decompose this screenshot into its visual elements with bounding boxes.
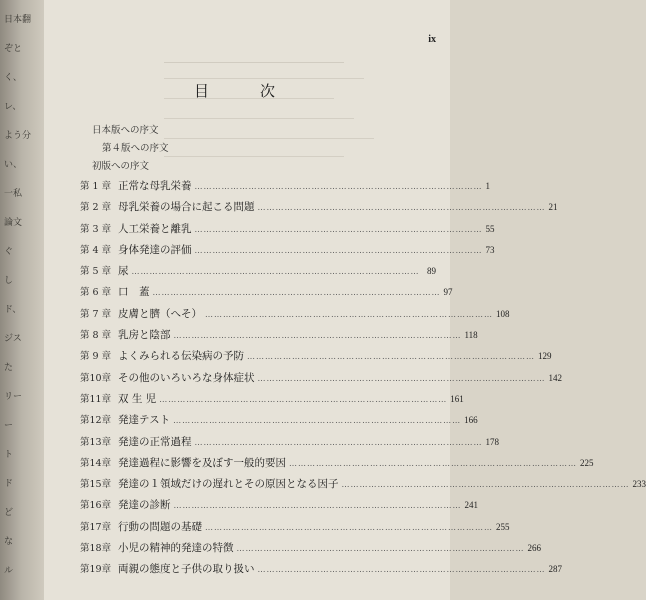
facing-page-fragment: ド [4, 479, 14, 489]
toc-row [80, 412, 478, 433]
chapter-page-number: 1 [485, 181, 490, 191]
chapter-number: 第18章 [80, 543, 112, 555]
preface-item: 初版への序文 [92, 161, 150, 172]
chapter-page-number: 241 [464, 500, 478, 511]
chapter-title: 口 蓋 [118, 286, 150, 299]
chapter-title: 乳房と陰部 [118, 329, 171, 342]
facing-page-fragment: い、 [4, 160, 23, 170]
toc-row [80, 434, 499, 455]
preface-item: 第４版への序文 [102, 143, 169, 154]
chapter-page-number: 178 [485, 436, 499, 447]
leader-dots: …………………………………………………………………………………… [289, 458, 577, 468]
chapter-page-number: 233 [632, 479, 646, 490]
ghost-line [164, 78, 364, 79]
toc-page [44, 0, 646, 600]
leader-dots: …………………………………………………………………………………… [194, 182, 483, 191]
chapter-number: 第 2 章 [80, 202, 112, 214]
facing-page-fragment: ー [4, 421, 14, 431]
chapter-number: 第19章 [80, 564, 112, 576]
toc-row [80, 497, 478, 518]
facing-page-fragment: く、 [4, 73, 22, 83]
chapter-number: 第 1 章 [80, 181, 112, 192]
chapter-number: 第 6 章 [80, 287, 112, 299]
ghost-line [164, 62, 344, 63]
chapter-page-number: 118 [464, 330, 478, 341]
facing-page-fragment: ド、 [4, 305, 22, 315]
leader-dots: …………………………………………………………………………………… [257, 565, 546, 575]
facing-page-fragment: リー [4, 392, 23, 402]
chapter-title: 発達の１領域だけの遅れとその原因となる因子 [118, 478, 339, 491]
chapter-number: 第 5 章 [80, 266, 112, 278]
leader-dots: …………………………………………………………………………………… [236, 544, 525, 554]
chapter-page-number: 287 [548, 564, 562, 575]
toc-row [80, 540, 541, 561]
chapter-page-number: 55 [485, 223, 495, 234]
facing-page-fragment: ト [4, 450, 14, 460]
chapter-title: 発達テスト [118, 414, 171, 427]
leader-dots: …………………………………………………………………………………… [194, 437, 483, 447]
page-number: ix [428, 34, 436, 45]
chapter-title: 皮膚と臍（へそ） [118, 307, 202, 320]
leader-dots: …………………………………………………………………………………… [341, 480, 630, 490]
leader-dots: …………………………………………………………………………………… [173, 501, 462, 511]
chapter-number: 第 3 章 [80, 223, 112, 235]
toc-row [80, 327, 478, 348]
chapter-list [80, 178, 646, 583]
chapter-title: 行動の問題の基礎 [118, 520, 202, 533]
chapter-number: 第14章 [80, 457, 112, 469]
facing-page-fragment: 論文 [4, 218, 23, 228]
leader-dots: …………………………………………………………………………………… [247, 352, 535, 362]
chapter-title: 発達過程に影響を及ぼす一般的要因 [118, 456, 286, 469]
chapter-page-number: 255 [496, 521, 510, 532]
facing-page-fragment: レ、 [4, 102, 22, 112]
facing-page-fragment: 日本翻 [4, 15, 32, 25]
chapter-title: 正常な母乳栄養 [118, 180, 192, 192]
toc-row [80, 242, 495, 263]
chapter-page-number: 266 [527, 543, 541, 554]
toc-row [80, 519, 510, 540]
facing-page-edge [2, 0, 42, 600]
leader-dots: …………………………………………………………………………………… [257, 203, 546, 213]
chapter-title: よくみられる伝染病の予防 [118, 350, 244, 363]
facing-page-fragment: ぞと [4, 44, 23, 54]
page-title: 目 次 [194, 82, 294, 100]
chapter-number: 第11章 [80, 393, 112, 405]
toc-row [80, 455, 594, 476]
facing-page-fragment: 一私 [4, 189, 23, 199]
chapter-page-number: 108 [496, 308, 510, 319]
facing-page-fragment: ジス [4, 334, 22, 344]
toc-row [80, 263, 436, 284]
toc-row [80, 370, 562, 391]
chapter-page-number: 142 [548, 372, 562, 383]
chapter-title: 発達の診断 [118, 499, 171, 512]
chapter-title: 小児の精神的発達の特徴 [118, 542, 234, 555]
ghost-line [164, 138, 374, 139]
chapter-page-number: 166 [464, 415, 478, 426]
chapter-number: 第15章 [80, 479, 112, 491]
chapter-number: 第13章 [80, 436, 112, 448]
chapter-page-number: 73 [485, 244, 495, 255]
preface-item: 日本版への序文 [92, 125, 159, 136]
chapter-number: 第10章 [80, 372, 112, 384]
leader-dots: …………………………………………………………………………………… [131, 267, 420, 277]
chapter-number: 第 4 章 [80, 244, 112, 256]
leader-dots: …………………………………………………………………………………… [173, 331, 462, 341]
toc-row [80, 306, 510, 327]
leader-dots: …………………………………………………………………………………… [194, 224, 483, 234]
leader-dots: …………………………………………………………………………………… [194, 245, 483, 255]
chapter-number: 第 9 章 [80, 351, 112, 363]
toc-row [80, 561, 562, 582]
chapter-page-number: 97 [443, 287, 453, 298]
toc-row [80, 284, 453, 305]
chapter-page-number: 129 [538, 351, 552, 362]
chapter-page-number: 21 [548, 202, 558, 213]
toc-row [80, 391, 464, 412]
chapter-title: 尿 [118, 265, 129, 278]
chapter-number: 第16章 [80, 500, 112, 512]
leader-dots: …………………………………………………………………………………… [205, 522, 493, 532]
leader-dots: …………………………………………………………………………………… [257, 373, 546, 383]
facing-page-fragment: よう分 [4, 131, 32, 141]
facing-page-fragment: た [4, 363, 14, 373]
chapter-number: 第 8 章 [80, 330, 112, 342]
leader-dots: …………………………………………………………………………………… [173, 416, 462, 426]
chapter-title: 両親の態度と子供の取り扱い [118, 563, 255, 576]
toc-row [80, 476, 646, 497]
facing-page-fragment: し [4, 276, 14, 286]
chapter-number: 第12章 [80, 415, 112, 427]
leader-dots: …………………………………………………………………………………… [152, 288, 441, 298]
chapter-page-number: 225 [580, 457, 594, 468]
facing-page-fragment: ぐ [4, 247, 14, 257]
chapter-title: 身体発達の評価 [118, 243, 192, 256]
toc-row [80, 221, 495, 242]
toc-row [80, 199, 558, 220]
chapter-title: 人工栄養と離乳 [118, 222, 192, 235]
toc-row [80, 348, 552, 369]
chapter-page-number: 161 [450, 393, 464, 404]
chapter-title: 母乳栄養の場合に起こる問題 [118, 201, 255, 214]
chapter-title: その他のいろいろな身体症状 [118, 371, 255, 384]
chapter-title: 双 生 児 [118, 392, 157, 405]
facing-page-fragment: ル [4, 566, 14, 576]
leader-dots: …………………………………………………………………………………… [205, 309, 493, 319]
preface-list [90, 122, 169, 176]
facing-page-fragment: な [4, 537, 14, 547]
ghost-line [164, 156, 344, 157]
chapter-number: 第 7 章 [80, 308, 112, 320]
chapter-title: 発達の正常過程 [118, 435, 192, 448]
facing-page-fragment: ど [4, 508, 14, 518]
chapter-number: 第17章 [80, 521, 112, 533]
ghost-line [164, 118, 354, 119]
toc-row [80, 178, 490, 199]
leader-dots: …………………………………………………………………………………… [159, 394, 448, 404]
chapter-page-number: 89 [427, 266, 436, 277]
